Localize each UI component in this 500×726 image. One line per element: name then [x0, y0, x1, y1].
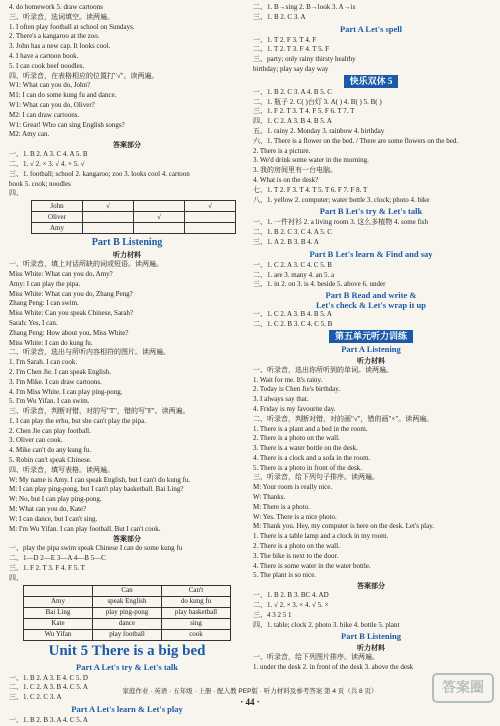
text-line: 5. Robin can't speak Chinese.	[9, 456, 92, 465]
text-line: W: No, but I can play ping-pong.	[9, 495, 102, 504]
text-line: 一、1. B 2. A 3. C 4. A 5. B	[9, 150, 88, 159]
text-line: 三、1. F 2. T 3. T 4. F 5. F 6. T 7. T	[253, 107, 355, 116]
text-line: W1: What can you do, Oliver?	[9, 100, 95, 109]
text-line: 二、1. C 2. B 3. C 4. C 5. B	[253, 319, 333, 328]
table-cell: √	[83, 201, 134, 212]
text-line: Amy: I can play the pipa.	[9, 279, 81, 288]
text-line: 5. I'm Wu Yifan. I can swim.	[9, 397, 90, 406]
table-cell: play ping-pong	[93, 607, 162, 618]
answer-heading-2: 答案部分	[113, 535, 141, 544]
text-line: 2. Chen Jie can play football.	[9, 426, 91, 435]
page-number: · 44 ·	[240, 697, 260, 707]
text-line: M2: I can draw cartoons.	[9, 110, 80, 119]
text-line: 三、4 3 2 5 1	[253, 610, 292, 619]
text-line: 4. I have a cartoon book.	[9, 51, 79, 60]
text-line: 一、1. T 2. F 3. T 4. F	[253, 35, 317, 44]
table-cell: play football	[93, 629, 162, 640]
text-line: 5. The plant is so nice.	[253, 571, 317, 580]
text-line: 4. There is a clock and a sofa in the room.	[253, 453, 371, 462]
table-row	[32, 212, 236, 223]
table-cell	[134, 201, 185, 212]
table-row	[24, 596, 231, 607]
part-b-try-talk-heading: Part B Let's try & Let's talk	[319, 206, 423, 217]
text-line: Zhang Peng: How about you, Miss White?	[9, 328, 129, 337]
listening-material-heading-r2: 听力材料	[357, 644, 385, 653]
text-line: W1: What can you do, John?	[9, 81, 91, 90]
table-cell: Amy	[24, 596, 93, 607]
table-cell: speak English	[93, 596, 162, 607]
text-line: 二、听录音，判断对错，对的画"√"，错的画"×"。读两遍。	[253, 414, 434, 423]
text-line: 4. I'm Miss White. I can play ping-pong.	[9, 387, 123, 396]
table-cell: √	[185, 201, 236, 212]
part-b-try-talk-answers	[253, 218, 489, 247]
fun-weekend-answers	[253, 88, 489, 186]
text-line: 三、1. C 2. C 3. A	[9, 693, 62, 702]
text-line: 六、1. There is a flower on the bed. / There are some flowers on the bed.	[253, 136, 459, 145]
fun-weekend-label: 快乐双休 5	[344, 75, 399, 88]
fun-weekend-answers-2	[253, 186, 489, 206]
right-answers	[253, 591, 489, 630]
text-line: 4. Friday is my favourite day.	[253, 404, 336, 413]
left-answers-1	[9, 150, 245, 199]
part-b-check-wrap-heading: Let's check & Let's wrap it up	[315, 300, 427, 311]
text-line: M: Your room is really nice.	[253, 483, 333, 492]
text-line: 四、听录音，在表格相应的位置打"√"。读两遍。	[9, 71, 159, 80]
text-line: 二、1. √ 2. × 3. √ 4. × 5. √	[9, 159, 85, 168]
right-column	[253, 3, 489, 726]
table-cell: Can	[93, 585, 162, 596]
table-cell: Kate	[24, 618, 93, 629]
text-line: 2. I'm Chen Jie. I can speak English.	[9, 367, 111, 376]
text-line: Zhang Peng: I can swim.	[9, 299, 79, 308]
text-line: 三、听录音，给下列句子排序。读两遍。	[253, 473, 379, 482]
text-line: 四、1. C 2. A 3. B 4. B 5. A	[253, 117, 332, 126]
table-cell: Can't	[162, 585, 231, 596]
table-cell: √	[134, 212, 185, 223]
text-line: 一、1. B 2. C 3. A 4. B 5. C	[253, 87, 332, 96]
text-line: 一、1. C 2. A 3. B 4. B 5. A	[253, 310, 332, 319]
text-line: 5. There is a photo in front of the desk.	[253, 463, 362, 472]
part-b-learn-find-heading: Part B Let's learn & Find and say	[309, 248, 433, 259]
text-line: 2. Today is Chen Jie's birthday.	[253, 385, 341, 394]
text-line: 4. There is some water in the water bottle.	[253, 561, 371, 570]
page-footer: 家庭作业 · 英语 · 五年级 · 上册 · 配人教 PEP版 · 听力材料及参考答案 第 4 页（共 8 页）	[122, 688, 378, 695]
text-line: 五、1. rainy 2. Monday 3. rainbow 4. birthday	[253, 126, 385, 135]
text-line: 一、1. 一件衬衫 2. a living room 3. 这么多植物 4. some fish	[253, 218, 428, 227]
text-line: 二、听录音，选出与所听内容相符的图片。读两遍。	[9, 348, 170, 357]
table-cell: play basketball	[162, 607, 231, 618]
text-line: Miss White: Can you speak Chinese, Sarah?	[9, 309, 134, 318]
text-line: M1: I can do some kung fu and dance.	[9, 91, 117, 100]
text-line: 四、	[9, 189, 23, 198]
right-listening-lines-2	[253, 653, 489, 673]
skills-table	[31, 200, 236, 234]
text-line: 一、1. B 2. A 3. E 4. C 5. D	[9, 673, 88, 682]
unit-title: Unit 5 There is a big bed	[48, 642, 206, 659]
text-line: 三、1. B 2. C 3. A	[253, 12, 306, 21]
text-line: 3. 我的房间里有一台电脑。	[253, 166, 337, 175]
text-line: 4. do homework 5. draw cartoons	[9, 3, 103, 11]
text-line: 二、1. C 2. A 3. B 4. C 5. A	[9, 683, 88, 692]
part-a-listening-heading: Part A Listening	[341, 343, 401, 354]
part-b-read-write-answers	[253, 310, 489, 330]
text-line: 4. What is on the desk?	[253, 175, 319, 184]
text-line: 一、听录音，填上对话所缺的词或短语。读两遍。	[9, 260, 163, 269]
text-line: 一、听录音，给下列图片排序。读两遍。	[253, 653, 379, 662]
text-line: Miss White: What can you do, Amy?	[9, 269, 113, 278]
text-line: 三、听录音，判断对错，对的写"T"，错的写"F"。读两遍。	[9, 407, 190, 416]
text-line: birthday; play say day way	[253, 64, 329, 73]
part-b-read-write-heading: Part B Read and write &	[325, 290, 417, 301]
text-line: 三、1. A 2. B 3. B 4. A	[253, 237, 319, 246]
table-row	[32, 223, 236, 234]
text-line: 二、1. T 2. T 3. F 4. T 5. F	[253, 45, 329, 54]
text-line: 二、1. B 2. C 3. C 4. A 5. C	[253, 228, 332, 237]
text-line: 三、1. F 2. T 3. F 4. F 5. T	[9, 564, 85, 573]
table-cell: Wu Yifan	[24, 629, 93, 640]
text-line: 2. There is a photo on the wall.	[253, 542, 340, 551]
left-listening-lines	[9, 260, 245, 534]
table-cell: John	[32, 201, 83, 212]
table-row	[24, 607, 231, 618]
left-column	[9, 3, 245, 726]
answer-heading: 答案部分	[113, 141, 141, 150]
part-b-learn-find-answers	[253, 261, 489, 290]
table-cell	[24, 585, 93, 596]
lets-spell-heading: Part A Let's spell	[339, 23, 403, 34]
table-cell: Oliver	[32, 212, 83, 223]
text-line: 三、1. in 2. on 3. is 4. beside 5. above 6. under	[253, 280, 386, 289]
table-cell: do kung fu	[162, 596, 231, 607]
text-line: 3. There is a water bottle on the desk.	[253, 444, 358, 453]
left-top-lines	[9, 3, 245, 140]
text-line: 二、1. √ 2. × 3. × 4. √ 5. ×	[253, 601, 329, 610]
text-line: M2: Amy can.	[9, 130, 50, 139]
table-row	[24, 618, 231, 629]
answer-heading-r: 答案部分	[357, 582, 385, 591]
part-b-listening-heading: Part B Listening	[91, 237, 163, 249]
part-a-learn-play-heading: Part A Let's learn & Let's play	[71, 704, 183, 715]
table-cell: cook	[162, 629, 231, 640]
table-cell: sing	[162, 618, 231, 629]
text-line: 一、play the pipa swim speak Chinese I can do some kung fu	[9, 544, 183, 553]
unit-5-listening-label: 第五单元听力训练	[329, 330, 413, 343]
table-cell	[83, 212, 134, 223]
text-line: 四、	[9, 573, 23, 582]
text-line: 3. Oliver can cook.	[9, 436, 63, 445]
text-line: M: I'm Wu Yifan. I can play football. But I can't cook.	[9, 524, 161, 533]
text-line: 3. John has a new cap. It looks cool.	[9, 42, 111, 51]
table-row	[32, 201, 236, 212]
text-line: M: There is a photo.	[253, 502, 310, 511]
text-line: 2. There is a picture.	[253, 146, 311, 155]
table-cell: Amy	[32, 223, 83, 234]
listening-material-heading-r: 听力材料	[357, 356, 385, 365]
text-line: 三、听录音，选词填空。读两遍。	[9, 12, 114, 21]
text-line: 四、听录音，填写表格。读两遍。	[9, 465, 114, 474]
text-line: 1. I can play the erhu, but she can't play the pipa.	[9, 416, 146, 425]
text-line: W: Yes. There is a nice photo.	[253, 512, 337, 521]
part-b-listening-heading-r: Part B Listening	[341, 631, 401, 642]
text-line: M: I can play ping-pong, but I can't play basketball. Bai Ling?	[9, 485, 184, 494]
text-line: 七、1. T 2. F 3. T 4. T 5. T 6. F 7. F 8. T	[253, 185, 368, 194]
left-answers-2	[9, 544, 245, 583]
text-line: 1. There is a plant and a bed in the room.	[253, 424, 368, 433]
right-listening-lines	[253, 366, 489, 582]
text-line: 1. I'm Sarah. I can cook.	[9, 358, 78, 367]
text-line: 2. There is a photo on the wall.	[253, 434, 340, 443]
text-line: Miss White: I can do kung fu.	[9, 338, 93, 347]
text-line: 一、1. C 2. A 3. C 4. C 5. B	[253, 260, 332, 269]
text-line: W1: Great! Who can sing English songs?	[9, 120, 125, 129]
text-line: 5. I can cook beef noodles.	[9, 61, 85, 70]
text-line: 1. under the desk 2. in front of the desk 3. above the desk	[253, 663, 414, 672]
watermark-stamp: 答案圈	[432, 673, 494, 703]
text-line: 4. Mike can't do any kung fu.	[9, 446, 92, 455]
text-line: 二、1. B→sing 2. B→look 3. A→is	[253, 3, 356, 11]
text-line: 四、1. table; clock 2. photo 3. bike 4. bottle 5. plant	[253, 620, 400, 629]
fun-weekend-heading	[253, 75, 489, 88]
text-line: 3. We'd drink some water in the morning.	[253, 156, 369, 165]
text-line: 一、1. B 2. B 3. BC 4. AD	[253, 591, 329, 600]
text-line: 一、听录音，选出你所听到的单词。读两遍。	[253, 365, 393, 374]
lets-spell-answers	[253, 36, 489, 75]
text-line: 3. The bike is next to the door.	[253, 551, 339, 560]
text-line: 二、1. are 3. many 4. an 5. a	[253, 270, 335, 279]
table-cell	[185, 223, 236, 234]
text-line: 1. There is a table lamp and a clock in my room.	[253, 532, 389, 541]
table-cell	[185, 212, 236, 223]
table-cell: Bai Ling	[24, 607, 93, 618]
part-a-try-talk-heading: Part A Let's try & Let's talk	[76, 661, 178, 672]
table-row	[24, 629, 231, 640]
text-line: 一、1. B 2. B 3. A 4. C 5. A	[9, 716, 88, 725]
text-line: 二、1. 瓶子 2. C( )台灯 3. A( ) 4. B( ) 5. B( )	[253, 97, 382, 106]
text-line: 3. I'm Mike. I can draw cartoons.	[9, 377, 102, 386]
text-line: book 5. cook; noodles	[9, 179, 71, 188]
text-line: 八、1. yellow 2. computer; water bottle 3. clock; photo 4. bike	[253, 195, 430, 204]
can-cant-table	[23, 585, 231, 641]
text-line: 1. I often play football at school on Sundays.	[9, 22, 135, 31]
text-line: M: Thank you. Hey, my computer is here on the desk. Let's play.	[253, 522, 435, 531]
right-top-lines	[253, 3, 489, 23]
text-line: 3. I always say that.	[253, 395, 309, 404]
text-line: 三、party; only rainy thirsty healthy	[253, 55, 356, 64]
text-line: 三、1. football; school 2. kangaroo; zoo 3. looks cool 4. cartoon	[9, 169, 190, 178]
table-row	[24, 585, 231, 596]
text-line: M: What can you do, Kate?	[9, 505, 87, 514]
table-cell	[134, 223, 185, 234]
unit-5-listening-banner	[253, 330, 489, 343]
text-line: W: Thanks.	[253, 493, 286, 502]
listening-material-heading: 听力材料	[113, 251, 141, 260]
table-cell: dance	[93, 618, 162, 629]
text-line: 二、1—D 2—E 3—A 4—B 5—C	[9, 554, 106, 563]
text-line: 2. There's a kangaroo at the zoo.	[9, 32, 100, 41]
text-line: W: I can dance, but I can't sing.	[9, 514, 98, 523]
text-line: Sarah: Yes, I can.	[9, 318, 58, 327]
text-line: W: My name is Amy. I can speak English, but I can't do kung fu.	[9, 475, 191, 484]
text-line: 1. Wait for me. It's rainy.	[253, 375, 323, 384]
part-a-learn-play-answers	[9, 716, 245, 726]
text-line: Miss White: What can you do, Zhang Peng?	[9, 289, 133, 298]
table-cell	[83, 223, 134, 234]
